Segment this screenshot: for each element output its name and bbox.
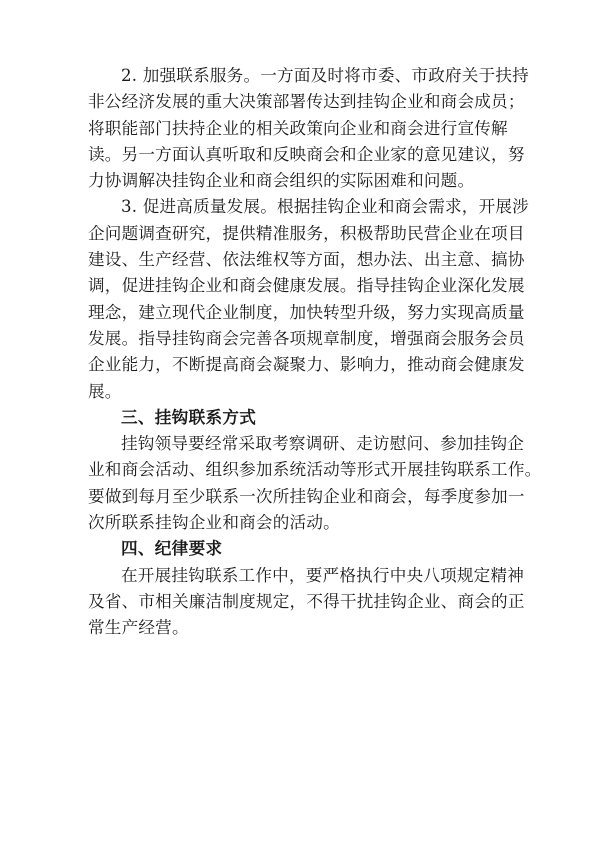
text-line: 常生产经营。 bbox=[88, 618, 189, 638]
text-line: 理念，建立现代企业制度，加快转型升级，努力实现高质量 bbox=[88, 302, 525, 322]
section-heading-discipline: 四、纪律要求 bbox=[121, 539, 223, 559]
text-line: 在开展挂钩联系工作中，要严格执行中央八项规定精神 bbox=[121, 565, 525, 585]
text-line: 企问题调查研究，提供精准服务，积极帮助民营企业在项目 bbox=[88, 223, 525, 243]
text-line: 3. 促进高质量发展。根据挂钩企业和商会需求，开展涉 bbox=[121, 197, 529, 217]
paragraph-liaison-methods bbox=[88, 431, 542, 536]
text-line: 非公经济发展的重大决策部署传达到挂钩企业和商会成员； bbox=[88, 92, 525, 112]
paragraph-strengthen-liaison bbox=[88, 63, 538, 194]
text-line: 展。 bbox=[88, 381, 122, 401]
text-line: 要做到每月至少联系一次所挂钩企业和商会，每季度参加一 bbox=[88, 486, 525, 506]
paragraph-promote-quality-development bbox=[88, 194, 538, 404]
text-line: 挂钩领导要经常采取考察调研、走访慰问、参加挂钩企 bbox=[121, 434, 525, 454]
text-line: 企业能力，不断提高商会凝聚力、影响力，推动商会健康发 bbox=[88, 355, 525, 375]
text-line: 建设、生产经营、依法维权等方面，想办法、出主意、搞协 bbox=[88, 250, 525, 270]
text-line: 发展。指导挂钩商会完善各项规章制度，增强商会服务会员 bbox=[88, 328, 525, 348]
text-line: 读。另一方面认真听取和反映商会和企业家的意见建议，努 bbox=[88, 144, 525, 164]
text-line: 次所联系挂钩企业和商会的活动。 bbox=[88, 513, 340, 533]
section-heading-liaison-methods: 三、挂钩联系方式 bbox=[121, 407, 257, 427]
text-line: 将职能部门扶持企业的相关政策向企业和商会进行宣传解 bbox=[88, 118, 508, 138]
text-line: 业和商会活动、组织参加系统活动等形式开展挂钩联系工作。 bbox=[88, 460, 542, 480]
text-line: 调，促进挂钩企业和商会健康发展。指导挂钩企业深化发展 bbox=[88, 276, 525, 296]
document-page bbox=[88, 63, 542, 642]
text-line: 力协调解决挂钩企业和商会组织的实际困难和问题。 bbox=[88, 171, 475, 191]
text-line: 2. 加强联系服务。一方面及时将市委、市政府关于扶持 bbox=[121, 66, 529, 85]
text-line: 及省、市相关廉洁制度规定，不得干扰挂钩企业、商会的正 bbox=[88, 591, 525, 611]
paragraph-discipline bbox=[88, 563, 538, 642]
